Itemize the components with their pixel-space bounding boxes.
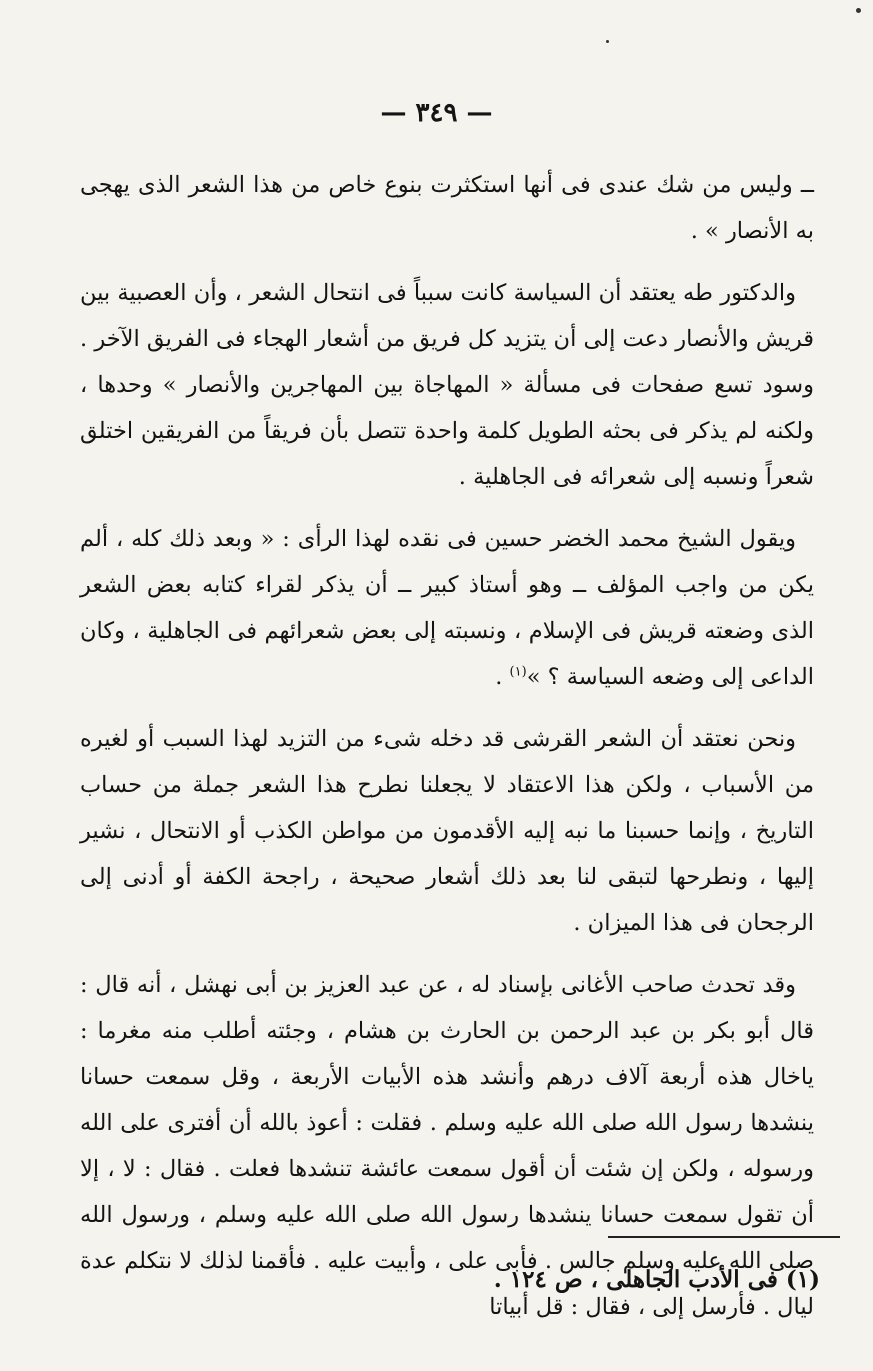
footnote: (١) فى الأدب الجاهلى ، ص ١٢٤ . [493,1266,820,1293]
paragraph-2: والدكتور طه يعتقد أن السياسة كانت سبباً فى انتحال الشعر ، وأن العصبية بين قريش والأنصار دعت إلى أن يتزيد كل فريق من أشعار الهجاء فى الفريق الآخر . وسود تسع صفحات فى مسألة « المهاجاة بين المهاجرين والأنصار » وحدها ، ولكنه لم يذكر فى بحثه الطويل كلمة واحدة تتصل بأن فريقاً من الفريقين اختلق شعراً ونسبه إلى شعرائه فى الجاهلية . [80,280,814,490]
paragraph-3: ويقول الشيخ محمد الخضر حسين فى نقده لهذا الرأى : « وبعد ذلك كله ، ألم يكن من واجب المؤلف ــ وهو أستاذ كبير ــ أن يذكر لقراء كتابه بعض الشعر الذى وضعته قريش فى الإسلام ، ونسبته إلى بعض شعرائهم فى الجاهلية ، وكان الداعى إلى وضعه السياسة ؟ »$^{(١)}$ . [80,526,814,690]
page-number: — ٣٤٩ — [380,98,493,128]
paragraph-1: ــ وليس من شك عندى فى أنها استكثرت بنوع خاص من هذا الشعر الذى يهجى به الأنصار » . [80,172,814,244]
paragraph-5: وقد تحدث صاحب الأغانى بإسناد له ، عن عبد العزيز بن أبى نهشل ، أنه قال : قال أبو بكر بن عبد الرحمن بن الحارث بن هشام ، وجئته أطلب منه مغرما : ياخال هذه أربعة آلاف درهم وأنشد هذه الأبيات الأربعة ، وقل سمعت حسانا ينشدها رسول الله صلى الله عليه وسلم . فقلت : أعوذ بالله أن أفترى على الله ورسوله ، ولكن إن شئت أن أقول سمعت عائشة تنشدها فعلت . فقال : لا ، إلا أن تقول سمعت حسانا ينشدها رسول الله صلى الله عليه وسلم ، ورسول الله صلى الله عليه وسلم جالس . فأبى على ، وأبيت عليه . فأقمنا لذلك لا نتكلم عدة ليال . فأرسل إلى ، فقال : قل أبياتا [80,972,814,1320]
paper-speck [856,8,861,13]
paragraph-3-text: ويقول الشيخ محمد الخضر حسين فى نقده لهذا الرأى : « وبعد ذلك كله ، ألم يكن من واجب المؤلف ــ وهو أستاذ كبير ــ أن يذكر لقراء كتابه بعض الشعر الذى وضعته قريش فى الإسلام ، ونسبته إلى بعض شعرائهم فى الجاهلية ، وكان الداعى إلى وضعه السياسة ؟ » [80,526,814,690]
footnote-divider [608,1236,840,1238]
paragraph-4: ونحن نعتقد أن الشعر القرشى قد دخله شىء من التزيد لهذا السبب أو لغيره من الأسباب ، ولكن هذا الاعتقاد لا يجعلنا نطرح هذا الشعر جملة من حساب التاريخ ، وإنما حسبنا ما نبه إليه الأقدمون من مواطن الكذب أو الانتحال ، نشير إليها ، ونطرحها لتبقى لنا بعد ذلك أشعار صحيحة ، راجحة الكفة أو أدنى إلى الرجحان فى هذا الميزان . [80,726,814,936]
body-text [80,162,814,1330]
footnote-reference: (١) [509,664,527,680]
paper-speck [606,40,609,43]
